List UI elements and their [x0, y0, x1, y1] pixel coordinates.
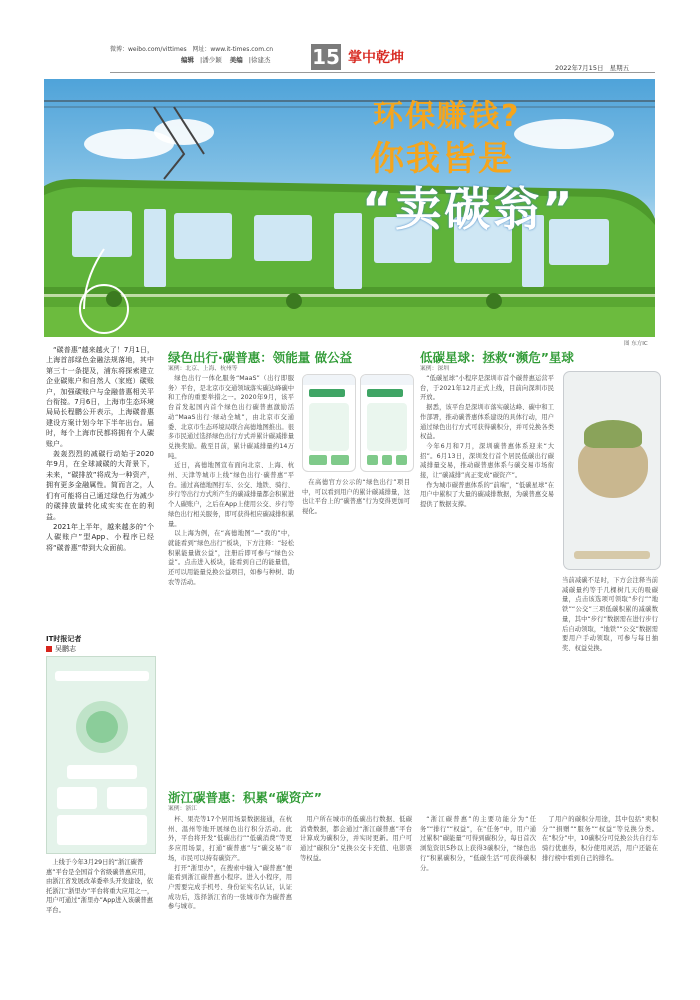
low-carbon-planet-app-screenshot [563, 371, 661, 570]
zhejiang-intro-paragraph: 上线于今年3月29日的“浙江碳普惠”平台是全国首个省级碳普惠应用，由浙江省发展改革委牵头开发建设，依托浙江“浙里办”平台将重大应用之一，用户可通过“浙里办”App进入该碳普惠平台。 [46, 859, 154, 914]
article3-heading: 浙江碳普惠：积累“碳资产” [168, 790, 322, 805]
article3-sample: 案例：浙江 [168, 806, 197, 812]
app-tab [367, 455, 378, 465]
article1-body-col1 [168, 374, 294, 786]
page-header [0, 0, 700, 80]
app-buttons [309, 455, 349, 465]
app-buttons [367, 455, 407, 465]
article3-paragraph: 打开“浙里办”，在搜索中输入“碳普惠”便能看到浙江碳普惠小程序。进入小程序，用户需要完成手机号、身份证实名认证，认证成功后，选择浙江省的一张城市作为碳普惠参与城市。 [168, 864, 292, 911]
weibo-link[interactable]: 微博：weibo.com/vittimes [110, 46, 187, 53]
article3-paragraph: 用户所在城市的低碳出行数据、低碳消费数据，都会通过“浙江碳普惠”平台计算成为碳积分，并实时更新。用户可通过“碳积分”兑换公交卡充值、电影票等权益。 [300, 816, 412, 862]
dateline [555, 63, 629, 72]
article1-paragraph: 在高德官方公示的“绿色出行”项目中，可以看到用户的累计碳减排量，这也让平台上的“碳普惠”行为变得更加可视化。 [302, 479, 410, 516]
status-bar [361, 375, 413, 385]
app-header [309, 389, 345, 397]
photo-credit: 图 东方IC [624, 341, 648, 347]
square-icon [46, 646, 52, 652]
article1-body-col2 [302, 478, 410, 786]
designer-name: 徐建杰 [250, 56, 271, 64]
intro-paragraph: 2021年上半年，越来越多的“个人碳账户”型App、小程序已经将“碳普惠”带到大众面前。 [46, 522, 154, 552]
app-content [309, 403, 349, 451]
article1-paragraph: 近日，高德地图宣布面向北京、上海、杭州、天津等城市上线“绿色出行·碳普惠”平台。通过高德地图打车、公交、地铁、骑行、步行等出行方式所产生的碳减排量都会积累进个人碳账户，之后在App上使用公交、步行等绿色出行相关服务，即可获得相应碳减排积累量。 [168, 462, 294, 528]
app-tab [396, 455, 407, 465]
hero-image [44, 79, 655, 337]
date: 2022年7月15日 [555, 64, 604, 72]
app-tab [309, 455, 327, 465]
byline: IT时报记者 [46, 635, 82, 643]
article3-paragraph: 了用户的碳积分用途，其中包括“卖积分”“捐赠”“服务”“权益”等兑换分类。在“积分”中，10碳积分可兑换公共自行车骑行优惠券，积分使用灵活，用户还能在排行榜中看到自己的排名。 [542, 816, 658, 862]
article3-body-col2 [300, 815, 412, 983]
zhejiang-app-illustration [47, 657, 156, 854]
article3-paragraph: “浙江碳普惠”的主要功能分为“任务”“排行”“权益”，在“任务”中，用户通过累积“碳能量”可得到碳积分，每日首次浏览资讯5秒以上获得3碳积分，“绿色出行”积累碳积分，“低碳生活”可获得碳积分。 [420, 816, 536, 872]
app-content [367, 403, 407, 451]
intro-paragraph: “碳普惠”越来越火了！7月1日，上海首部绿色金融法规落地，其中第三十一条提及，浦东将探索建立企业碳账户和自然人（家庭）碳账户，加强碳账户与金融普惠相关平台衔接。7月6日，上海市生态环境局局长程鹏公开表示，上海碳普惠建设方案计划今年下半年出台。届时，每个上海市民都将拥有个人碳账户。 [46, 346, 154, 448]
zhejiang-app-screenshot [46, 656, 156, 854]
header-rule [110, 72, 655, 73]
intro-column [46, 345, 154, 553]
status-bar [303, 375, 355, 385]
planet-island [578, 438, 648, 498]
article3-body-col4 [542, 815, 658, 983]
weekday: 星期五 [609, 64, 630, 72]
section-title: 掌中乾坤 [348, 50, 404, 66]
editor-name: 潘少颖 [202, 56, 222, 64]
header-credits: 编辑 |潘少颖 美编 |徐建杰 [181, 56, 271, 64]
website-link[interactable]: 网址：www.it-times.com.cn [192, 46, 274, 53]
page-number: 15 [312, 45, 340, 69]
hero-title-line3: “卖碳翁” [362, 182, 576, 236]
article2-heading: 低碳星球：拯救“濒危”星球 [420, 350, 574, 365]
app-action-bar [574, 551, 650, 559]
designer-label: 美编 [229, 56, 243, 64]
app-tab [382, 455, 393, 465]
header-contact [110, 44, 273, 53]
article1-paragraph: 绿色出行一体化服务“MaaS”（出行即服务）平台，是北京市交通领域落实碳达峰碳中和工作的重要举措之一。2020年9月，该平台首发起国内首个绿色出行碳普惠激励活动“MaaS出行·绿动全城”，由北京市交通委、北京市生态环境局联合高德地图推出。很多市民通过选择绿色出行方式并累计碳减排量兑换奖励。截至目前，累计碳减排量约14万吨。 [168, 375, 294, 460]
article2-paragraph: 据悉，该平台是深圳市落实碳达峰、碳中和工作部署，推动碳普惠体系建设的具体行动，用户通过绿色出行方式可获得碳积分，并可兑换各类权益。 [420, 404, 554, 441]
article1-sample: 案例：北京、上海、杭州等 [168, 366, 238, 372]
article1-paragraph: 以上海为例，在“高德地图”—“我的”中，就能看到“绿色出行”板块，下方注释：“轻松积累能量做公益”，注册后即可参与“绿色公益”。点击进入板块，能看到自己的能量值，还可以用能量兑换公益项目，如参与种树、助农等活动。 [168, 530, 294, 586]
gaode-app-screenshot [360, 374, 414, 472]
reporter [46, 644, 76, 654]
intro-paragraph: 轰轰烈烈的减碳行动始于2020年9月，在全球减碳的大背景下，未来，“碳排放”将成为一种资产，拥有更多金融属性。简而言之，人们有可能将自己通过绿色行为减少的碳排放量转化成实实在在的利益。 [46, 450, 154, 521]
article2-body [420, 374, 554, 786]
editor-label: 编辑 [181, 56, 194, 64]
article3-paragraph: 杯、果壳等17个居用场景数据接通，在杭州、温州等地开展绿色出行积分活动。此外，平台将开发“低碳出行”“低碳消费”等更多应用场景，打通“碳普惠”与“碳交易”市场，市民可以持有碳资产。 [168, 816, 292, 862]
article2-phone-caption: 当前减碳不足时，下方会注释当前减碳量约等于几棵树几天的吸碳量，点击该选项可领取“步行”“地铁”“公交”三项低碳积累的减碳数量，其中“步行”数据需在进行步行后自动领取，“地铁”“公交”数据需要用户手动领取，可参与每日抽奖、权益兑换。 [562, 577, 658, 652]
gaode-app-screenshot [302, 374, 356, 472]
app-header [367, 389, 403, 397]
hero-title-line2: 你我皆是 [370, 139, 514, 179]
article2-paragraph: “低碳星球”小程序是深圳市首个碳普惠运营平台，于2021年12月正式上线，目前向深圳市民开放。 [420, 375, 554, 402]
article3-body-col3 [420, 815, 536, 983]
article2-paragraph: 作为城市碳普惠体系的“前端”，“低碳星球”在用户中累积了大量的碳减排数据，为碳普惠交易提供了数据支撑。 [420, 481, 554, 509]
reporter-name: 吴鹏志 [55, 645, 76, 653]
article2-paragraph: 今年6月和7月，深圳碳普惠体系迎来“大招”。6月13日，深圳发行首个居民低碳出行碳减排量交易，推动碳普惠体系与碳交易市场衔接，让“碳减排”真正变成“碳资产”。 [420, 442, 554, 480]
article3-body-col1 [168, 815, 292, 983]
app-tab [331, 455, 349, 465]
article2-sample: 案例：深圳 [420, 366, 449, 372]
article1-heading: 绿色出行·碳普惠：领能量 做公益 [168, 350, 353, 365]
hero-title-line1: 环保赚钱? [373, 99, 521, 134]
